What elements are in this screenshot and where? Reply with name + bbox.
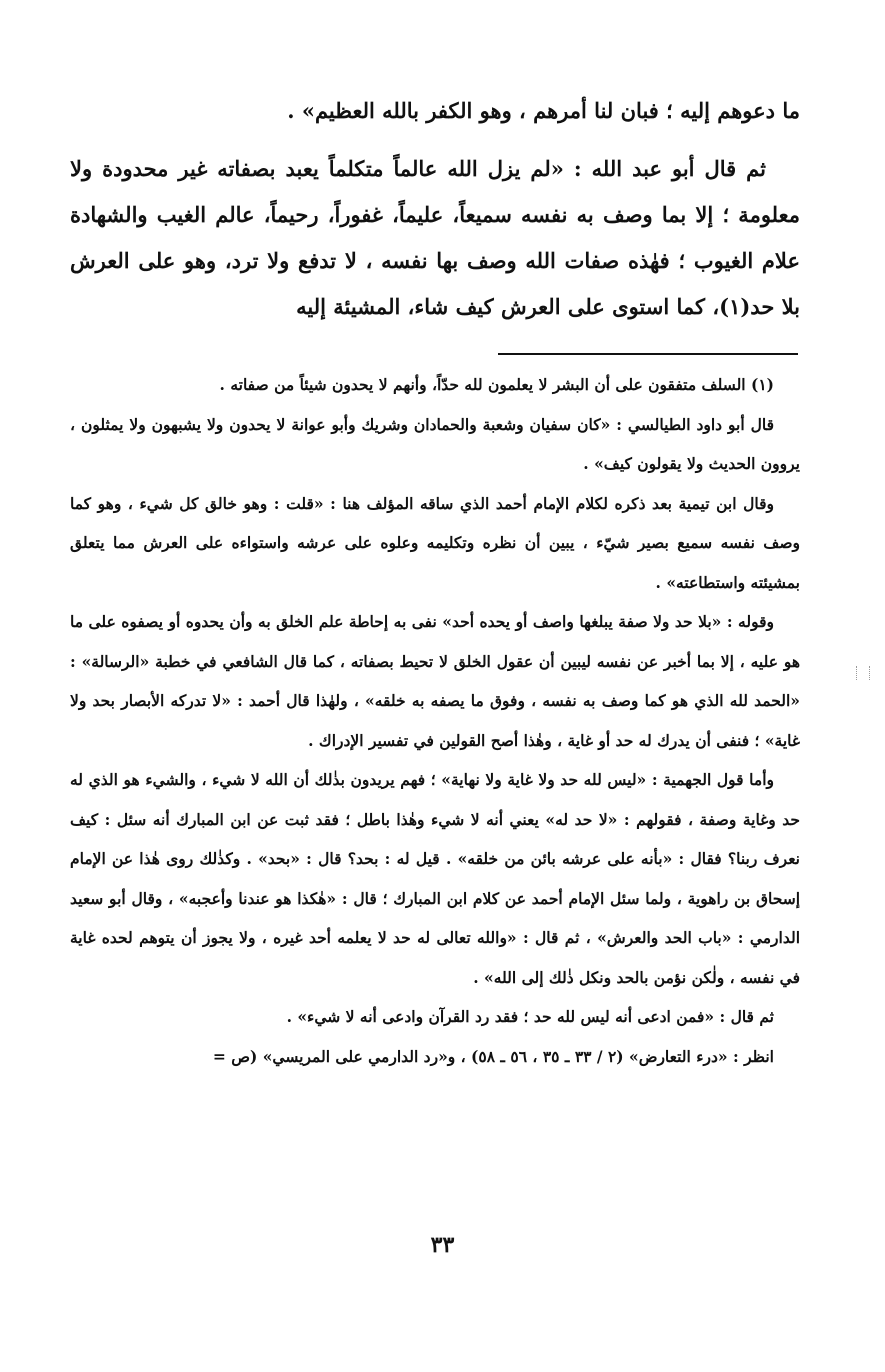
main-text bbox=[70, 88, 800, 330]
footnote-1: (١) السلف متفقون على أن البشر لا يعلمون لله حدّاً، وأنهم لا يحدون شيئاً من صفاته . bbox=[219, 375, 774, 394]
page-number: ٣٣ bbox=[430, 1232, 455, 1258]
footnote-separator bbox=[498, 353, 798, 355]
footnote-reference: انظر : «درء التعارض» (٢ / ٣٣ ـ ٣٥ ، ٥٦ ـ ٥٨) ، و«رد الدارمي على المريسي» (ص = bbox=[212, 1046, 774, 1066]
footnotes bbox=[70, 365, 800, 1076]
footnote-paragraph: ثم قال : «فمن ادعى أنه ليس لله حد ؛ فقد رد القرآن وادعى أنه لا شيء» . bbox=[286, 1007, 774, 1026]
scan-edge-mark bbox=[856, 666, 870, 680]
main-paragraph: ثم قال أبو عبد الله : «لم يزل الله عالماً متكلماً يعبد بصفاته غير محدودة ولا معلومة ؛ إلا بما وصف به نفسه سميعاً، عليماً، غفوراً، رحيماً، عالم الغيب والشهادة علام الغيوب ؛ فهٰذه صفات الله وصف بها نفسه ، لا تدفع ولا ترد، وهو على العرش بلا حد(١)، كما استوى على العرش كيف شاء، المشيئة إليه bbox=[70, 156, 800, 319]
footnote-paragraph: قال أبو داود الطيالسي : «كان سفيان وشعبة والحمادان وشريك وأبو عوانة لا يحدون ولا يشبهون ولا يمثلون ، يروون الحديث ولا يقولون كيف» . bbox=[70, 414, 800, 473]
main-paragraph-continuation: ما دعوهم إليه ؛ فبان لنا أمرهم ، وهو الكفر بالله العظيم» . bbox=[287, 98, 800, 123]
footnote-paragraph: وقوله : «بلا حد ولا صفة يبلغها واصف أو يحده أحد» نفى به إحاطة علم الخلق به وأن يحدوه أو يصفوه على ما هو عليه ، إلا بما أخبر عن نفسه ليبين أن عقول الخلق لا تحيط بصفاته ، كما قال الشافعي في خطبة «الرسالة» : «الحمد لله الذي هو كما وصف به نفسه ، وفوق ما يصفه به خلقه» ، ولهٰذا قال أحمد : «لا تدركه الأبصار بحد ولا غاية» ؛ فنفى أن يدرك له حد أو غاية ، وهٰذا أصح القولين في تفسير الإدراك . bbox=[70, 612, 800, 750]
footnote-paragraph: وقال ابن تيمية بعد ذكره لكلام الإمام أحمد الذي ساقه المؤلف هنا : «قلت : وهو خالق كل شيء ، وهو كما وصف نفسه سميع بصير شيّء ، يبين أن نظره وتكليمه وعلوه على عرشه واستواءه على العرش مما يتعلق بمشيئته واستطاعته» . bbox=[70, 493, 800, 592]
footnote-paragraph: وأما قول الجهمية : «ليس لله حد ولا غاية ولا نهاية» ؛ فهم يريدون بذٰلك أن الله لا شيء ، والشيء هو الذي له حد وغاية وصفة ، فقولهم : «لا حد له» يعني أنه لا شيء وهٰذا باطل ؛ فقد ثبت عن ابن المبارك أنه سئل : كيف نعرف ربنا؟ فقال : «بأنه على عرشه بائن من خلقه» . قيل له : بحد؟ قال : «بحد» . وكذٰلك روى هٰذا عن الإمام إسحاق بن راهوية ، ولما سئل الإمام أحمد عن كلام ابن المبارك ؛ قال : «هٰكذا هو عندنا وأعجبه» ، وقال أبو سعيد الدارمي : «باب الحد والعرش» ، ثم قال : «والله تعالى له حد لا يعلمه أحد غيره ، ولا يجوز أن يتوهم لحده غاية في نفسه ، ولٰكن نؤمن بالحد ونكل ذٰلك إلى الله» . bbox=[70, 770, 800, 987]
